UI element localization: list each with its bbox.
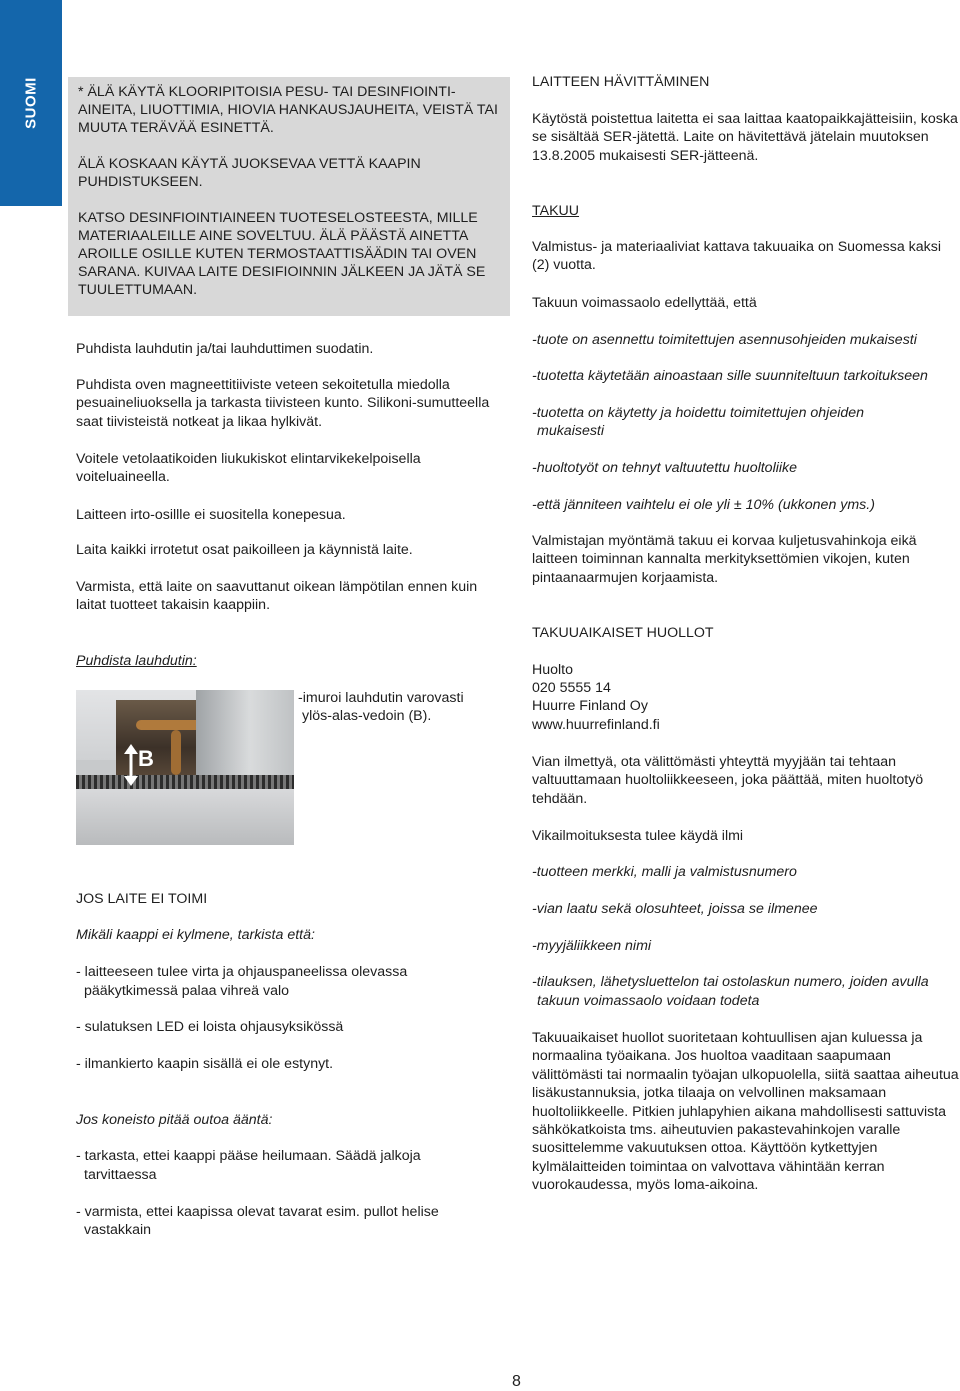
warning-text: * ÄLÄ KÄYTÄ KLOORIPITOISIA PESU- TAI DESINFIOINTI-AINEITA, LIUOTTIMIA, HIOVIA HANKAUSJAUHEITA, VEISTÄ TAI MUUTA TERÄVÄÄ ESINETTÄ. bbox=[78, 84, 498, 136]
condition-item: -että jänniteen vaihtelu ei ole yli ± 10% (ukkonen yms.) bbox=[532, 497, 875, 513]
condition-item: -huoltotyöt on tehnyt valtuutettu huoltoliike bbox=[532, 460, 798, 476]
list-item: - varmista, ettei kaapissa olevat tavarat esim. pullot helise bbox=[76, 1204, 439, 1220]
condenser-note: -imuroi lauhdutin varovasti bbox=[298, 690, 464, 706]
warranty-heading: TAKUU bbox=[532, 203, 580, 219]
paragraph: Käytöstä poistettua laitetta ei saa laittaa kaatopaikkajätteisiin, koska se sisältää SER-jätettä. Laite on hävitettävä jätelain muutoksen 13.8.2005 mukaisesti SER-jätteenä. bbox=[532, 111, 958, 164]
contact-line: 020 5555 14 bbox=[532, 680, 611, 696]
trouble-heading: JOS LAITE EI TOIMI bbox=[76, 891, 208, 907]
list-item: - ilmankierto kaapin sisällä ei ole estynyt. bbox=[76, 1056, 334, 1072]
condition-item: -tuotetta käytetään ainoastaan sille suunniteltuun tarkoitukseen bbox=[532, 368, 928, 384]
paragraph: Puhdista lauhdutin ja/tai lauhduttimen suodatin. bbox=[76, 341, 374, 357]
language-tab-label: SUOMI bbox=[22, 77, 40, 129]
paragraph: Takuun voimassaolo edellyttää, että bbox=[532, 295, 757, 311]
list-item: vastakkain bbox=[84, 1222, 152, 1238]
paragraph: Vian ilmettyä, ota välittömästi yhteyttä myyjään tai tehtaan valtuuttamaan huoltoliikkeeseen, joka päättää, miten huoltotyö tehdään. bbox=[532, 754, 924, 807]
condenser-note: ylös-alas-vedoin (B). bbox=[302, 708, 432, 724]
report-item: takuun voimassaolo voidaan todeta bbox=[537, 993, 760, 1009]
report-item: -myyjäliikkeen nimi bbox=[532, 938, 652, 954]
paragraph: Valmistajan myöntämä takuu ei korvaa kuljetusvahinkoja eikä laitteen toiminnan kannalta merkityksettömien vikojen, kuten pintaanaarmujen korjaamista. bbox=[532, 533, 917, 586]
photo-label: B bbox=[138, 746, 154, 771]
condition-item: -tuote on asennettu toimitettujen asennusohjeiden mukaisesti bbox=[532, 332, 917, 348]
report-item: -tuotteen merkki, malli ja valmistusnumero bbox=[532, 864, 797, 880]
contact-line: www.huurrefinland.fi bbox=[532, 717, 660, 733]
list-item: - tarkasta, ettei kaappi pääse heilumaan. Säädä jalkoja bbox=[76, 1148, 421, 1164]
language-tab bbox=[0, 0, 62, 206]
paragraph: Takuuaikaiset huollot suoritetaan kohtuullisen ajan kuluessa ja normaalina työaikana. Jos huoltoa vaaditaan saapumaan välittömästi tai normaalin työajan ulkopuolella, siitä saattaa aiheutua lisäkustannuksia, jotka tilaaja on velvollinen maksamaan huoltoliikkeelle. Pitkien juhlapyhien aikana mahdollisesti sattuvista sähkökatkoista tms. aiheutuvien pakastevahinkojen varalle suosittelemme vakuutuksen ottoa. Käyttöön kytkettyjen kylmälaitteiden toimintaa on valvottava vähintään kerran vuorokaudessa, myös loma-aikoina. bbox=[532, 1030, 959, 1194]
paragraph: Vikailmoituksesta tulee käydä ilmi bbox=[532, 828, 744, 844]
list-item: - sulatuksen LED ei loista ohjausyksikössä bbox=[76, 1019, 344, 1035]
condenser-heading: Puhdista lauhdutin: bbox=[76, 653, 197, 669]
list-item: - laitteeseen tulee virta ja ohjauspaneelissa olevassa bbox=[76, 964, 408, 980]
condition-item: mukaisesti bbox=[537, 423, 605, 439]
paragraph: Laitteen irto-osillle ei suositella konepesua. bbox=[76, 507, 346, 523]
service-heading: TAKUUAIKAISET HUOLLOT bbox=[532, 625, 714, 641]
not-cooling-heading: Mikäli kaappi ei kylmene, tarkista että: bbox=[76, 927, 315, 943]
contact-line: Huolto bbox=[532, 662, 574, 678]
list-item: pääkytkimessä palaa vihreä valo bbox=[84, 983, 290, 999]
noise-heading: Jos koneisto pitää outoa ääntä: bbox=[76, 1112, 273, 1128]
report-item: -vian laatu sekä olosuhteet, joissa se ilmenee bbox=[532, 901, 818, 917]
warning-box bbox=[68, 77, 510, 316]
paragraph: Laita kaikki irrotetut osat paikoilleen ja käynnistä laite. bbox=[76, 542, 413, 558]
paragraph: Voitele vetolaatikoiden liukukiskot elintarvikekelpoisella voiteluaineella. bbox=[76, 451, 421, 486]
condition-item: -tuotetta on käytetty ja hoidettu toimitettujen ohjeiden bbox=[532, 405, 865, 421]
paragraph: Varmista, että laite on saavuttanut oikean lämpötilan ennen kuin laitat tuotteet takaisin kaappiin. bbox=[76, 579, 478, 614]
contact-line: Huurre Finland Oy bbox=[532, 698, 648, 714]
disposal-heading: LAITTEEN HÄVITTÄMINEN bbox=[532, 74, 710, 90]
paragraph: Puhdista oven magneettitiiviste veteen sekoitetulla miedolla pesuaineliuoksella ja tarkasta tiivisteen kunto. Silikoni-sumutteella saat tiivisteistä notkeat ja likaa hylkivät. bbox=[76, 377, 490, 430]
condenser-photo bbox=[76, 690, 294, 845]
page-number: 8 bbox=[512, 1373, 521, 1390]
warning-text: ÄLÄ KOSKAAN KÄYTÄ JUOKSEVAA VETTÄ KAAPIN PUHDISTUKSEEN. bbox=[78, 156, 421, 190]
report-item: -tilauksen, lähetysluettelon tai ostolaskun numero, joiden avulla bbox=[532, 974, 929, 990]
warning-text: KATSO DESINFIOINTIAINEEN TUOTESELOSTEESTA, MILLE MATERIAALEILLE AINE SOVELTUU. ÄLÄ PÄÄSTÄ AINETTA AROILLE OSILLE KUTEN TERMOSTAATTISÄÄDIN TAI OVEN SARANA. KUIVAA LAITE DESIFIOINNIN JÄLKEEN JA JÄTÄ SE TUULETTUMAAN. bbox=[78, 210, 486, 298]
paragraph: Valmistus- ja materiaaliviat kattava takuuaika on Suomessa kaksi (2) vuotta. bbox=[532, 239, 941, 274]
list-item: tarvittaessa bbox=[84, 1167, 157, 1183]
